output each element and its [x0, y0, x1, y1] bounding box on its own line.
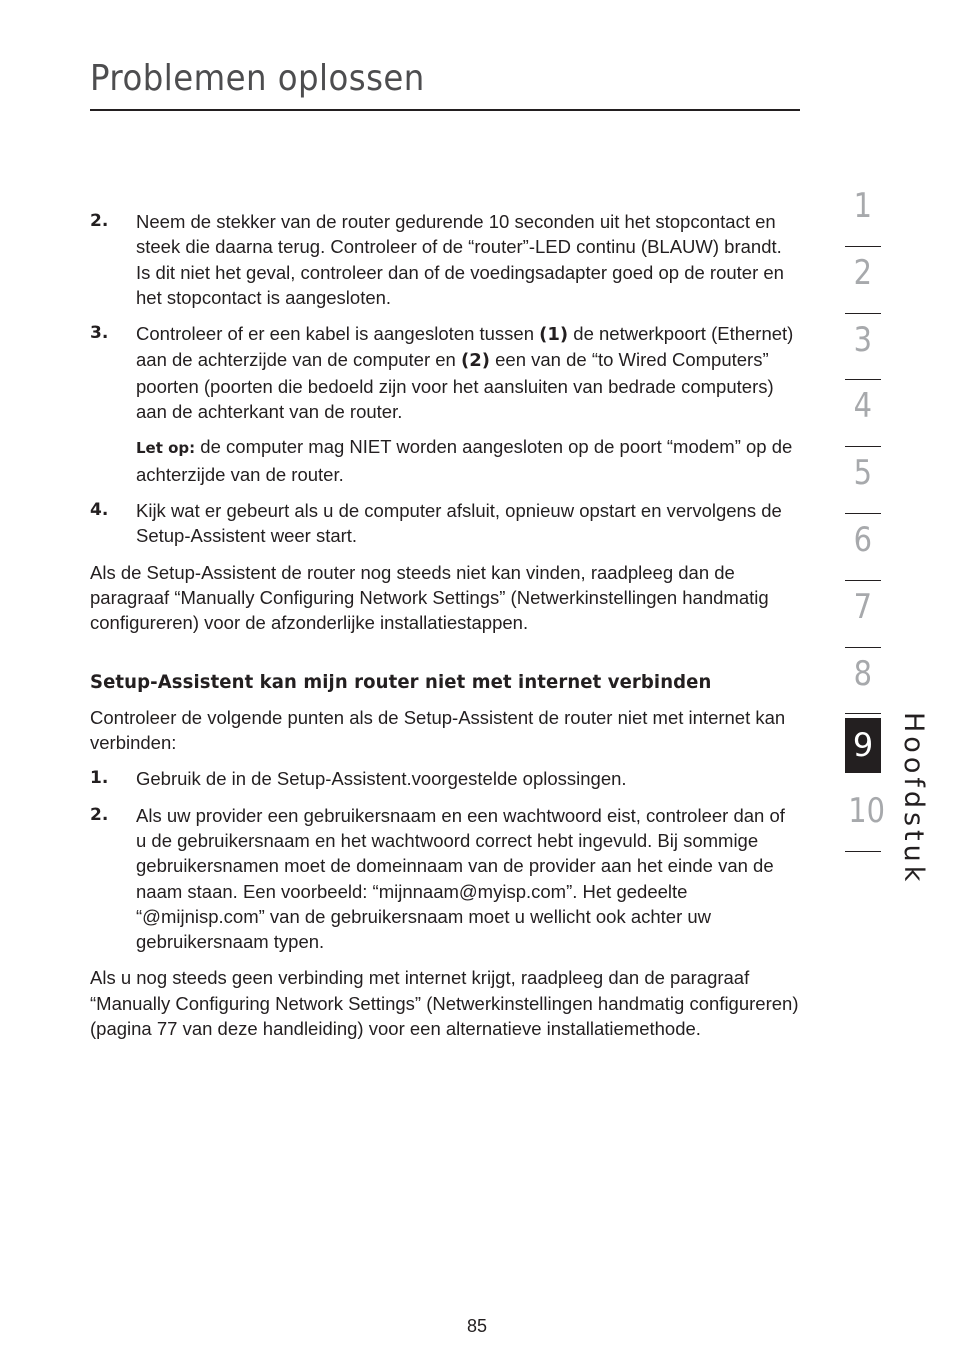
chapter-nav [845, 180, 886, 852]
chapter-tab-9-active[interactable] [845, 718, 881, 785]
note-label: Let op: [136, 439, 196, 458]
list-item [90, 766, 800, 791]
chapter-number: 5 [853, 453, 873, 494]
chapter-tab-1[interactable] [845, 180, 881, 247]
chapter-tab-3[interactable] [845, 314, 881, 381]
list-item [90, 498, 800, 549]
chapter-tab-6[interactable] [845, 514, 881, 581]
list-item [90, 321, 800, 424]
chapter-number: 9 [845, 718, 881, 773]
item-text: Gebruik de in de Setup-Assistent.voorgestelde oplossingen. [136, 768, 627, 790]
item-text: Kijk wat er gebeurt als u de computer afsluit, opnieuw opstart en vervolgens de Setup-Assistent weer start. [136, 499, 782, 547]
chapter-tab-4[interactable] [845, 380, 881, 447]
item-text: de netwerkpoort (Ethernet) aan de achterzijde van de computer en [136, 323, 794, 371]
chapter-label: Hoofdstuk [898, 712, 929, 886]
item-number: 2. [90, 211, 109, 231]
list-item [90, 803, 800, 955]
item-number: 1. [90, 768, 109, 789]
list-item [90, 209, 800, 310]
chapter-tab-8[interactable] [845, 648, 881, 715]
section-intro: Controleer de volgende punten als de Setup-Assistent de router niet met internet kan verbinden: [90, 706, 786, 754]
chapter-number: 4 [853, 386, 873, 427]
chapter-number: 7 [853, 586, 873, 627]
chapter-number: 8 [853, 653, 873, 694]
item-text: Als uw provider een gebruikersnaam en een wachtwoord eist, controleer dan of u de gebruikersnaam en het wachtwoord correct hebt ingevuld. Bij sommige gebruikersnamen moet de domeinnaam van de provider aan het einde van de naam staan. Een voorbeeld: “mijnnaam@myisp.com”. Het gedeelte “@mijnisp.com” van de gebruikersnaam moet u wellicht ook achter uw gebruikersnaam typen. [136, 804, 785, 953]
chapter-number: 3 [853, 319, 873, 360]
section-heading: Setup-Assistent kan mijn router niet met internet verbinden [90, 671, 712, 694]
item-text: Controleer of er een kabel is aangesloten tussen [136, 323, 540, 345]
item-number: 3. [90, 323, 109, 344]
reference-marker: (2) [461, 350, 490, 372]
closing-paragraph: Als u nog steeds geen verbinding met internet krijgt, raadpleeg dan de paragraaf “Manually Configuring Network Settings” (Netwerkinstellingen handmatig configureren) (pagina 77 van deze handleiding) voor een alternatieve installatiemethode. [90, 967, 799, 1040]
chapter-tab-7[interactable] [845, 581, 881, 648]
item-number: 2. [90, 804, 109, 825]
item-text: Neem de stekker van de router gedurende 10 seconden uit het stopcontact en steek die daarna terug. Controleer of de “router”-LED continu (BLAUW) brandt. Is dit niet het geval, controleer dan of de voedingsadapter goed op de router en het stopcontact is aangesloten. [136, 211, 784, 308]
chapter-number: 10 [848, 791, 886, 832]
chapter-tab-2[interactable] [845, 247, 881, 314]
chapter-number: 6 [853, 519, 873, 560]
chapter-tab-5[interactable] [845, 447, 881, 514]
chapter-tab-10[interactable] [845, 785, 886, 852]
title-rule [90, 109, 800, 111]
note [90, 434, 800, 487]
page-title: Problemen oplossen [90, 58, 425, 99]
reference-marker: (1) [539, 324, 569, 346]
item-number: 4. [90, 499, 109, 520]
chapter-number: 2 [853, 252, 873, 293]
page-number: 85 [466, 1316, 488, 1336]
item-text: een van de “to Wired Computers” poorten (poorten die bedoeld zijn voor het aansluiten van bedrade computers) aan de achterkant van de router. [136, 349, 774, 423]
chapter-number: 1 [853, 186, 873, 226]
paragraph: Als de Setup-Assistent de router nog steeds niet kan vinden, raadpleeg dan de paragraaf “Manually Configuring Network Settings” (Netwerkinstellingen handmatig configureren) voor de afzonderlijke installatiestappen. [90, 561, 769, 634]
main-content [90, 209, 800, 1052]
note-text: de computer mag NIET worden aangesloten op de poort “modem” op de achterzijde van de router. [136, 436, 793, 485]
